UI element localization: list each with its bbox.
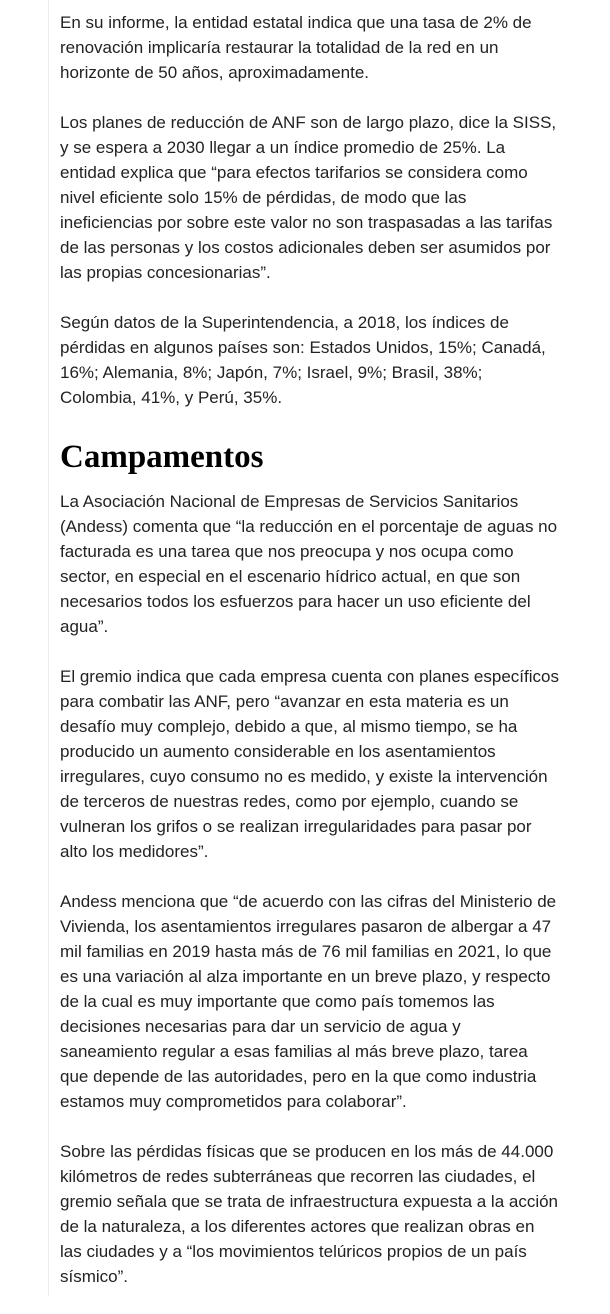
article-paragraph: El gremio indica que cada empresa cuenta con planes específicos para combatir las ANF, pero “avanzar en esta materia es un desafío muy complejo, debido a que, al mismo tiempo, se ha producido un aumento considerable en los asentamientos irregulares, cuyo consumo no es medido, y existe la intervención de terceros de nuestras redes, como por ejemplo, cuando se vulneran los grifos o se realizan irregularidades para pasar por alto los medidores”. — [60, 667, 559, 861]
section-heading: Campamentos — [60, 439, 264, 475]
article-paragraph: Según datos de la Superintendencia, a 2018, los índices de pérdidas en algunos países son: Estados Unidos, 15%; Canadá, 16%; Alemania, 8%; Japón, 7%; Israel, 9%; Brasil, 38%; Colombia, 41%, y Perú, 35%. — [60, 313, 546, 407]
article-paragraph: Los planes de reducción de ANF son de largo plazo, dice la SISS, y se espera a 2030 llegar a un índice promedio de 25%. La entidad explica que “para efectos tarifarios se considera como nivel eficiente solo 15% de pérdidas, de modo que las ineficiencias por sobre este valor no son traspasadas a las tarifas de las personas y los costos adicionales deben ser asumidos por las propias concesionarias”. — [60, 113, 557, 282]
article-paragraph: La Asociación Nacional de Empresas de Servicios Sanitarios (Andess) comenta que “la reducción en el porcentaje de aguas no facturada es una tarea que nos preocupa y nos ocupa como sector, en especial en el escenario hídrico actual, en que son necesarios todos los esfuerzos para hacer un uso eficiente del agua”. — [60, 492, 558, 636]
article-paragraph: Sobre las pérdidas físicas que se producen en los más de 44.000 kilómetros de redes subterráneas que recorren las ciudades, el gremio señala que se trata de infraestructura expuesta a la acción de la naturaleza, a los diferentes actores que realizan obras en las ciudades y a “los movimientos telúricos propios de un país sísmico”. — [60, 1142, 559, 1286]
article-paragraph: En su informe, la entidad estatal indica que una tasa de 2% de renovación implicaría restaurar la totalidad de la red en un horizonte de 50 años, aproximadamente. — [60, 13, 532, 82]
column-divider — [48, 0, 49, 1296]
article-paragraph: Andess menciona que “de acuerdo con las cifras del Ministerio de Vivienda, los asentamientos irregulares pasaron de albergar a 47 mil familias en 2019 hasta más de 76 mil familias en 2021, lo que es una variación al alza importante en un breve plazo, y respecto de la cual es muy importante que como país tomemos las decisiones necesarias para dar un servicio de agua y saneamiento regular a esas familias al más breve plazo, tarea que depende de las autoridades, pero en la que como industria estamos muy comprometidos para colaborar”. — [60, 892, 557, 1111]
article-body — [60, 10, 560, 1314]
